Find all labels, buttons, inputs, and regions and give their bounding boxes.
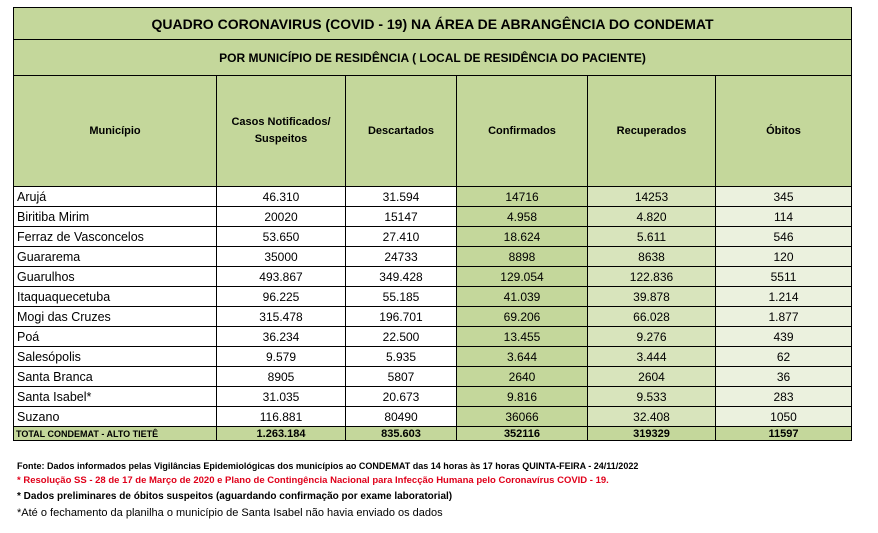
- cell-confirmados: 36066: [457, 407, 588, 427]
- cell-descartados: 15147: [346, 207, 457, 227]
- total-municipio: TOTAL CONDEMAT - ALTO TIETÊ: [14, 427, 217, 441]
- cell-obitos: 283: [716, 387, 852, 407]
- cell-obitos: 62: [716, 347, 852, 367]
- cell-confirmados: 129.054: [457, 267, 588, 287]
- footnotes: [17, 460, 867, 521]
- table-row: [14, 207, 852, 227]
- cell-municipio: Mogi das Cruzes: [14, 307, 217, 327]
- header-recuperados: Recuperados: [588, 76, 716, 187]
- cell-casos: 31.035: [217, 387, 346, 407]
- cell-casos: 315.478: [217, 307, 346, 327]
- covid-table: [13, 7, 852, 441]
- cell-obitos: 114: [716, 207, 852, 227]
- cell-recuperados: 32.408: [588, 407, 716, 427]
- cell-confirmados: 8898: [457, 247, 588, 267]
- cell-confirmados: 69.206: [457, 307, 588, 327]
- cell-recuperados: 5.611: [588, 227, 716, 247]
- cell-descartados: 22.500: [346, 327, 457, 347]
- cell-descartados: 196.701: [346, 307, 457, 327]
- header-confirmados: Confirmados: [457, 76, 588, 187]
- cell-confirmados: 18.624: [457, 227, 588, 247]
- cell-recuperados: 8638: [588, 247, 716, 267]
- cell-confirmados: 3.644: [457, 347, 588, 367]
- cell-confirmados: 13.455: [457, 327, 588, 347]
- total-casos: 1.263.184: [217, 427, 346, 441]
- cell-casos: 36.234: [217, 327, 346, 347]
- note-fonte: Fonte: Dados informados pelas Vigilâncias Epidemiológicas dos municípios ao CONDEMAT das 14 horas às 17 horas QUINTA-FEIRA - 24/11/2022: [17, 461, 639, 471]
- cell-recuperados: 14253: [588, 187, 716, 207]
- total-obitos: 11597: [716, 427, 852, 441]
- cell-casos: 53.650: [217, 227, 346, 247]
- cell-casos: 8905: [217, 367, 346, 387]
- cell-municipio: Guararema: [14, 247, 217, 267]
- cell-descartados: 20.673: [346, 387, 457, 407]
- header-casos-line2: Suspeitos: [254, 133, 308, 145]
- cell-obitos: 120: [716, 247, 852, 267]
- cell-municipio: Guarulhos: [14, 267, 217, 287]
- cell-descartados: 27.410: [346, 227, 457, 247]
- cell-recuperados: 9.276: [588, 327, 716, 347]
- cell-municipio: Suzano: [14, 407, 217, 427]
- cell-confirmados: 2640: [457, 367, 588, 387]
- cell-descartados: 55.185: [346, 287, 457, 307]
- note-santa-isabel: *Até o fechamento da planilha o município de Santa Isabel não havia enviado os dados: [17, 507, 443, 519]
- cell-municipio: Santa Branca: [14, 367, 217, 387]
- table-row: [14, 227, 852, 247]
- cell-municipio: Biritiba Mirim: [14, 207, 217, 227]
- table-row: [14, 347, 852, 367]
- header-obitos: Óbitos: [716, 76, 852, 187]
- cell-casos: 35000: [217, 247, 346, 267]
- cell-descartados: 24733: [346, 247, 457, 267]
- table-subtitle: POR MUNICÍPIO DE RESIDÊNCIA ( LOCAL DE RESIDÊNCIA DO PACIENTE): [14, 40, 852, 76]
- header-municipio: Município: [14, 76, 217, 187]
- cell-recuperados: 122.836: [588, 267, 716, 287]
- table-row: [14, 367, 852, 387]
- note-resolucao: * Resolução SS - 28 de 17 de Março de 2020 e Plano de Contingência Nacional para Infecção Humana pelo Coronavírus COVID - 19.: [17, 475, 609, 486]
- cell-obitos: 36: [716, 367, 852, 387]
- table-row: [14, 327, 852, 347]
- cell-municipio: Santa Isabel*: [14, 387, 217, 407]
- cell-casos: 9.579: [217, 347, 346, 367]
- cell-recuperados: 4.820: [588, 207, 716, 227]
- table-row: [14, 407, 852, 427]
- table-row: [14, 187, 852, 207]
- cell-recuperados: 2604: [588, 367, 716, 387]
- cell-obitos: 1050: [716, 407, 852, 427]
- cell-recuperados: 39.878: [588, 287, 716, 307]
- cell-obitos: 546: [716, 227, 852, 247]
- cell-confirmados: 4.958: [457, 207, 588, 227]
- cell-confirmados: 14716: [457, 187, 588, 207]
- table-row: [14, 387, 852, 407]
- table-row: [14, 267, 852, 287]
- cell-obitos: 439: [716, 327, 852, 347]
- total-recuperados: 319329: [588, 427, 716, 441]
- cell-casos: 46.310: [217, 187, 346, 207]
- cell-descartados: 80490: [346, 407, 457, 427]
- table-row: [14, 287, 852, 307]
- header-casos: [217, 76, 346, 187]
- table-row: [14, 247, 852, 267]
- total-descartados: 835.603: [346, 427, 457, 441]
- note-preliminares: * Dados preliminares de óbitos suspeitos (aguardando confirmação por exame laboratorial): [17, 491, 453, 502]
- cell-municipio: Ferraz de Vasconcelos: [14, 227, 217, 247]
- table-row: [14, 307, 852, 327]
- total-confirmados: 352116: [457, 427, 588, 441]
- cell-confirmados: 9.816: [457, 387, 588, 407]
- cell-recuperados: 3.444: [588, 347, 716, 367]
- cell-municipio: Arujá: [14, 187, 217, 207]
- cell-obitos: 1.877: [716, 307, 852, 327]
- cell-municipio: Poá: [14, 327, 217, 347]
- table-title: QUADRO CORONAVIRUS (COVID - 19) NA ÁREA DE ABRANGÊNCIA DO CONDEMAT: [14, 8, 852, 40]
- total-row: [14, 427, 852, 441]
- cell-obitos: 1.214: [716, 287, 852, 307]
- cell-descartados: 349.428: [346, 267, 457, 287]
- cell-obitos: 5511: [716, 267, 852, 287]
- cell-descartados: 31.594: [346, 187, 457, 207]
- cell-descartados: 5.935: [346, 347, 457, 367]
- cell-obitos: 345: [716, 187, 852, 207]
- cell-casos: 96.225: [217, 287, 346, 307]
- cell-descartados: 5807: [346, 367, 457, 387]
- header-descartados: Descartados: [346, 76, 457, 187]
- cell-casos: 493.867: [217, 267, 346, 287]
- cell-municipio: Itaquaquecetuba: [14, 287, 217, 307]
- cell-recuperados: 9.533: [588, 387, 716, 407]
- cell-casos: 116.881: [217, 407, 346, 427]
- header-casos-line1: Casos Notificados/: [231, 116, 331, 128]
- cell-casos: 20020: [217, 207, 346, 227]
- cell-confirmados: 41.039: [457, 287, 588, 307]
- cell-recuperados: 66.028: [588, 307, 716, 327]
- cell-municipio: Salesópolis: [14, 347, 217, 367]
